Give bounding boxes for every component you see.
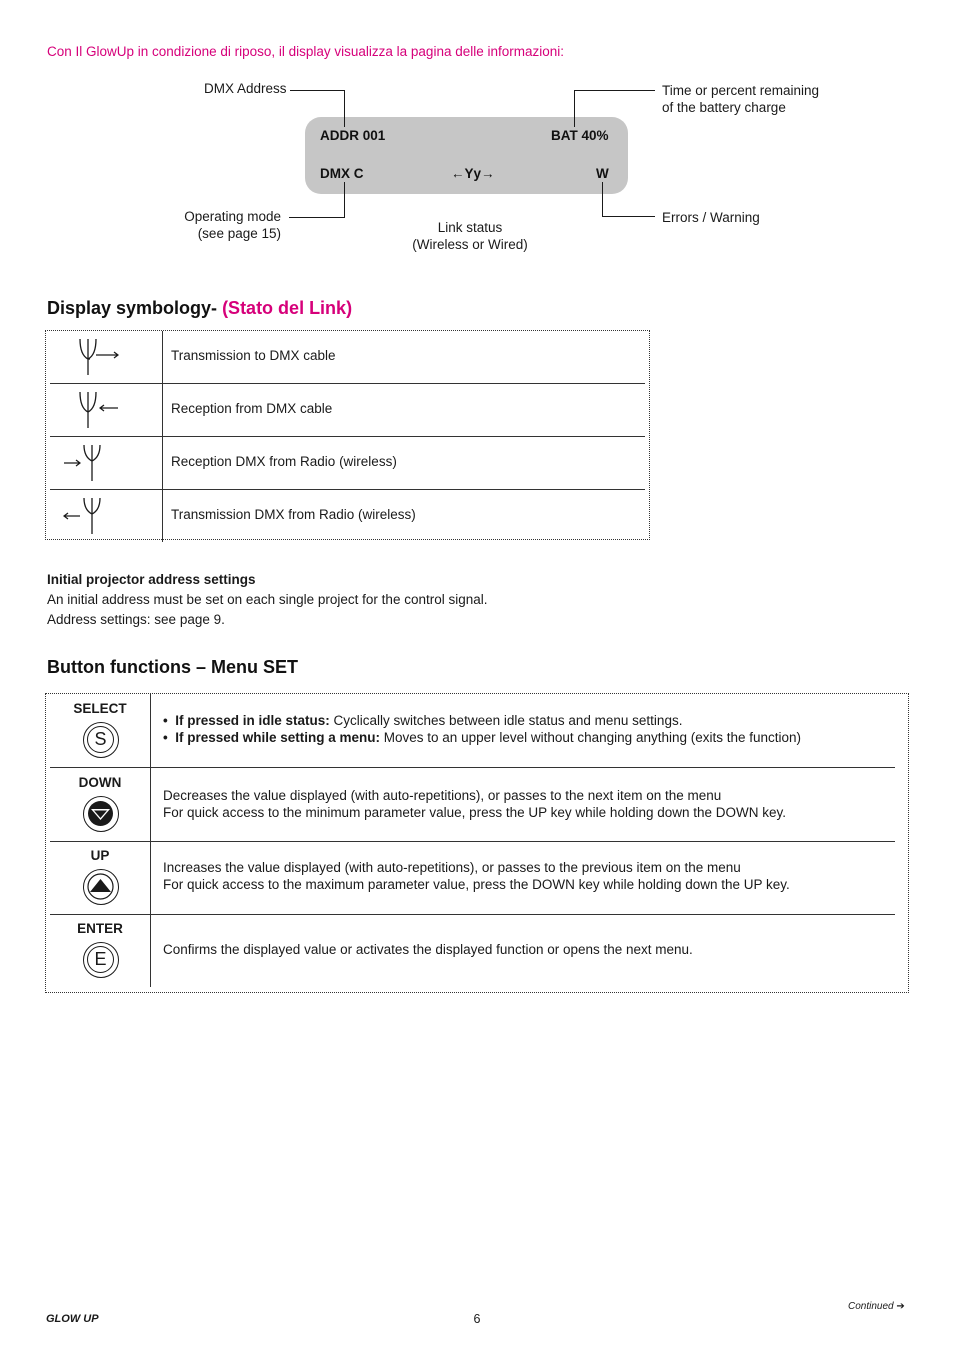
callout-line [574,90,655,91]
address-settings-heading: Initial projector address settings [47,572,256,587]
select-button-icon [83,722,119,758]
button-cell [50,841,151,914]
button-name: DOWN [78,775,122,790]
page-number: 6 [473,1312,481,1326]
description-line1: Confirms the displayed value or activates the displayed function or opens the next menu. [163,942,693,957]
callout-line [344,182,345,218]
bullet-text: Cyclically switches between idle status and menu settings. [329,713,683,728]
arrow-left-antenna-icon [50,490,163,542]
callout-line [290,90,345,91]
intro-text: Con Il GlowUp in condizione di riposo, il display visualizza la pagina delle informazioni: [47,44,565,59]
symbology-row [50,490,645,542]
callout-mode-line2: (see page 15) [197,226,281,241]
callout-mode-line1: Operating mode [184,209,281,224]
arrow-right-antenna-icon [50,437,163,489]
callout-battery-line2: of the battery charge [662,100,786,115]
address-settings-line1: An initial address must be set on each single project for the control signal. [47,592,488,607]
enter-button-icon [83,942,119,978]
callout-line [289,217,345,218]
symbology-heading [47,298,352,319]
button-description [163,712,883,746]
lcd-warning: W [596,166,609,181]
symbology-text: Reception from DMX cable [171,401,333,416]
bullet-bold: If pressed while setting a menu: [175,730,381,745]
button-functions-table [45,693,909,993]
antenna-arrow-right-icon [50,331,163,383]
button-row-down [50,768,895,842]
bullet-item: • If pressed while setting a menu: Moves to an upper level without changing anything (exits the function) [163,730,802,745]
enter-button-glyph: E [87,946,114,973]
symbology-row [50,437,645,490]
button-description [163,787,883,821]
bullet-text: Moves to an upper level without changing anything (exits the function) [380,730,802,745]
button-name: UP [90,848,110,863]
symbology-title: Display symbology- [47,298,218,318]
button-row-select [50,694,895,768]
select-button-glyph: S [87,726,114,753]
callout-line [574,90,575,127]
callout-dmx-address: DMX Address [204,81,287,96]
button-description [163,941,883,958]
antenna-arrow-left-icon [50,384,163,436]
callout-battery-line1: Time or percent remaining [662,83,820,98]
callout-battery [662,82,819,116]
button-cell [50,914,151,987]
lcd-address: ADDR 001 [320,128,386,143]
symbology-title-highlight: (Stato del Link) [222,298,353,318]
description-line1: Decreases the value displayed (with auto-repetitions), or passes to the next item on the menu [163,788,722,803]
button-row-up [50,841,895,915]
button-row-enter [50,914,895,987]
symbology-row [50,384,645,437]
symbology-text: Transmission DMX from Radio (wireless) [171,507,416,522]
footer-brand: GLOW UP [46,1313,99,1325]
callout-line [344,90,345,127]
lcd-link-status: ←Yy→ [451,166,495,181]
callout-line [602,216,655,217]
lcd-battery: BAT 40% [551,128,609,143]
bullet-bold: If pressed in idle status: [175,713,330,728]
callout-line [602,182,603,217]
button-cell [50,768,151,841]
button-cell [50,694,151,767]
down-triangle-button-icon [83,796,119,832]
continued-link[interactable]: Continued ➔ [848,1301,905,1312]
button-functions-heading: Button functions – Menu SET [47,657,298,677]
callout-mode [160,208,281,242]
button-name: SELECT [73,701,127,716]
button-description [163,859,883,893]
callout-link-line2: (Wireless or Wired) [412,237,528,252]
up-triangle-button-icon [83,869,119,905]
symbology-row [50,331,645,384]
bullet-item: • If pressed in idle status: Cyclically switches between idle status and menu settings. [163,713,683,728]
callout-link [400,219,540,253]
lcd-mode: DMX C [320,166,364,181]
symbology-text: Transmission to DMX cable [171,348,336,363]
symbology-table [45,330,650,540]
address-settings-line2: Address settings: see page 9. [47,612,225,627]
symbology-text: Reception DMX from Radio (wireless) [171,454,397,469]
callout-link-line1: Link status [437,220,503,235]
description-line2: For quick access to the maximum parameter value, press the DOWN key while holding down the UP key. [163,877,790,892]
callout-errors: Errors / Warning [662,210,760,225]
description-line1: Increases the value displayed (with auto-repetitions), or passes to the previous item on the menu [163,860,741,875]
button-name: ENTER [77,921,123,936]
description-line2: For quick access to the minimum parameter value, press the UP key while holding down the DOWN key. [163,805,787,820]
